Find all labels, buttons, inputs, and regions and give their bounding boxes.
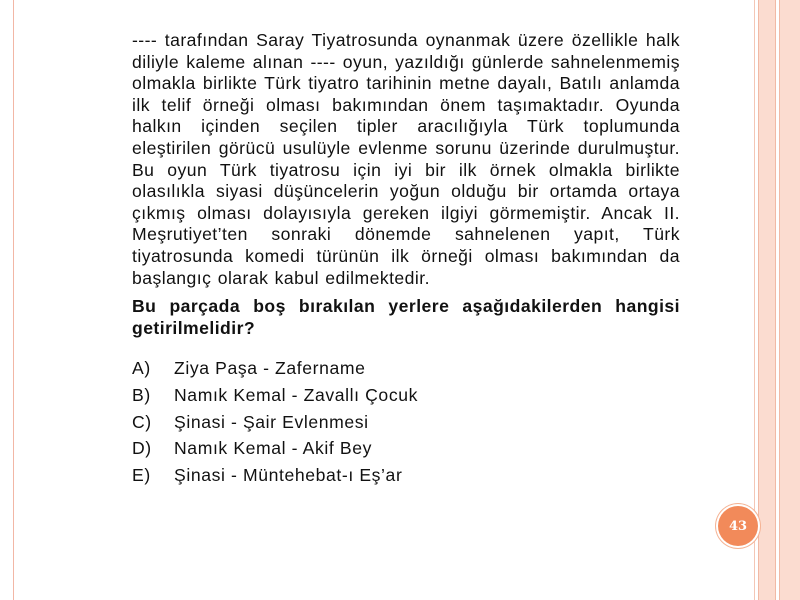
option-c[interactable] <box>132 409 680 436</box>
border-stripe <box>779 0 800 600</box>
option-e[interactable] <box>132 462 680 489</box>
option-text: Namık Kemal - Akif Bey <box>174 438 372 459</box>
option-text: Namık Kemal - Zavallı Çocuk <box>174 384 418 405</box>
option-letter: C) <box>132 411 152 432</box>
option-letter: D) <box>132 438 152 459</box>
question-text: Bu parçada boş bırakılan yerlere aşağıdakilerden hangisi getirilmelidir? <box>132 296 680 338</box>
option-letter: E) <box>132 464 151 485</box>
option-a[interactable] <box>132 355 680 382</box>
option-letter: B) <box>132 384 151 405</box>
option-text: Ziya Paşa - Zafername <box>174 358 366 379</box>
option-text: Şinasi - Müntehebat-ı Eş’ar <box>174 464 403 485</box>
option-letter: A) <box>132 358 151 379</box>
right-border <box>754 0 800 600</box>
option-text: Şinasi - Şair Evlenmesi <box>174 411 369 432</box>
border-stripe <box>758 0 776 600</box>
option-b[interactable] <box>132 382 680 409</box>
passage-text: ---- tarafından Saray Tiyatrosunda oynanmak üzere özellikle halk diliyle kaleme alınan ---- oyun, yazıldığı günlerde sahnelenmemiş olmakla birlikte Türk tiyatro tarihinin metne dayalı, Batılı anlamda ilk telif örneği olması bakımından önem taşımaktadır. Oyunda halkın içinden seçilen tipler aracılığıyla Türk toplumunda eleştirilen görücü usulüyle evlenme sorunu üzerinde durulmuştur. Bu oyun Türk tiyatrosu için iyi bir ilk örnek olmakla birlikte olasılıkla siyasi düşüncelerin yoğun olduğu bir ortamda ortaya çıkmış olması dolayısıyla gereken ilgiyi görmemiştir. Ancak II. Meşrutiyet’ten sonraki dönemde sahnelenen yapıt, Türk tiyatrosunda komedi türünün ilk örneği olması bakımından da başlangıç olarak kabul edilmektedir. <box>132 30 680 288</box>
question-page <box>132 30 680 488</box>
left-border <box>0 0 14 600</box>
answer-options <box>132 355 680 488</box>
page-number-badge: 43 <box>718 506 758 546</box>
option-d[interactable] <box>132 435 680 462</box>
